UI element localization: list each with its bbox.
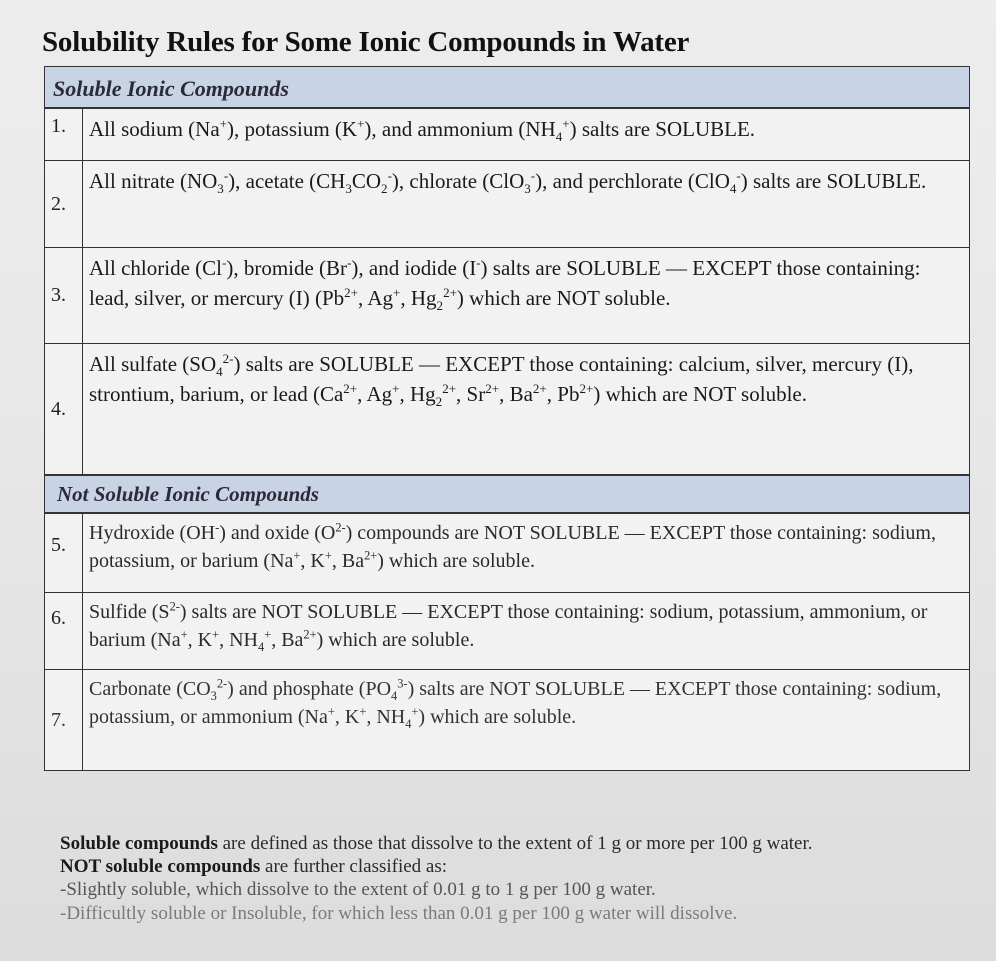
- superscript: +: [293, 547, 301, 562]
- superscript: -: [387, 168, 392, 183]
- subscript: 3: [524, 181, 531, 197]
- superscript: 3-: [397, 676, 408, 691]
- footnotes: [60, 832, 996, 925]
- footnote-insoluble: -Difficultly soluble or Insoluble, for which less than 0.01 g per 100 g water will dissolve.: [60, 902, 738, 924]
- superscript: 2-: [222, 351, 234, 366]
- superscript: 2+: [532, 380, 547, 396]
- soluble-section-header: Soluble Ionic Compounds: [45, 67, 969, 109]
- superscript: 2-: [335, 520, 346, 535]
- superscript: 2+: [343, 380, 358, 396]
- footnote-slightly-soluble: -Slightly soluble, which dissolve to the extent of 0.01 g to 1 g per 100 g water.: [60, 879, 656, 901]
- rule-row-2: [45, 161, 969, 248]
- rule-text: All sodium (Na+), potassium (K+), and ammonium $(NH_4^+)$ salts are SOLUBLE.: [89, 116, 756, 145]
- superscript: 2+: [443, 284, 457, 300]
- rule-row-6: [45, 593, 969, 670]
- rule-text: Carbonate $(CO_3^{2-})$ and phosphate $(PO_4^{3-})$ salts are NOT SOLUBLE — EXCEPT those containing: sodium, potassium, or ammonium (Na+, K+, $NH_4^+$) which are soluble.: [89, 676, 942, 731]
- superscript: +: [411, 703, 419, 718]
- rule-row-4: [45, 344, 969, 476]
- footnote-not-soluble-definition: [60, 855, 996, 878]
- rule-row-1: [45, 109, 969, 161]
- superscript: -: [476, 255, 481, 270]
- subscript: 4: [216, 364, 223, 380]
- superscript: 2+: [344, 284, 359, 300]
- superscript: -: [736, 168, 741, 183]
- rule-text: All sulfate $(SO_4^{2-})$ salts are SOLUBLE — EXCEPT those containing: calcium, silver, mercury (I), strontium, barium, or lead ($Ca^{2+}$, Ag+, $Hg_2^{2+}$, $Sr^{2+}$, $Ba^{2+}$, $Pb^{2+}$) which are NOT soluble.: [89, 351, 914, 409]
- rule-number: 4.: [45, 344, 83, 474]
- footnote-text: are further classified as:: [260, 856, 448, 878]
- page-title: Solubility Rules for Some Ionic Compounds in Water: [42, 26, 690, 58]
- superscript: +: [393, 284, 401, 300]
- superscript: +: [264, 626, 272, 641]
- rule-text: All nitrate $(NO_3^-)$, acetate $(CH_3CO_2^-)$, chlorate (ClO$_3$-), and perchlorate (ClO$_4$-) salts are SOLUBLE.: [89, 168, 927, 197]
- subscript: 2: [435, 394, 443, 409]
- rule-text: Hydroxide (OH-) and oxide $(O^{2-})$ compounds are NOT SOLUBLE — EXCEPT those containing: sodium, potassium, or barium (Na+, K+, $Ba^{2+}$) which are soluble.: [89, 520, 936, 572]
- superscript: 2+: [303, 626, 317, 641]
- superscript: 2+: [442, 380, 457, 396]
- superscript: +: [392, 380, 400, 396]
- rule-number: 3.: [45, 248, 83, 343]
- not-soluble-section-header: Not Soluble Ionic Compounds: [45, 476, 969, 514]
- superscript: +: [180, 626, 188, 641]
- subscript: 4: [391, 689, 398, 703]
- rule-number: 2.: [45, 161, 83, 247]
- footnote-bold-term: Soluble compounds: [60, 833, 218, 854]
- superscript: 2+: [364, 547, 378, 562]
- superscript: +: [219, 116, 227, 131]
- superscript: 2+: [579, 380, 594, 396]
- rule-row-3: [45, 248, 969, 344]
- superscript: 2-: [169, 599, 180, 614]
- subscript: 4: [405, 716, 412, 731]
- rule-text: Sulfide $(S^{2-})$ salts are NOT SOLUBLE — EXCEPT those containing: sodium, potassium, ammonium, or barium (Na+, K+, $NH_4^+$, $Ba^{2+}$) which are soluble.: [89, 599, 928, 654]
- superscript: -: [223, 168, 229, 183]
- solubility-table: [44, 66, 970, 771]
- rule-number: 5.: [45, 514, 83, 592]
- superscript: +: [562, 116, 570, 131]
- superscript: 2+: [485, 380, 500, 396]
- superscript: -: [530, 168, 536, 183]
- footnote-text: are defined as those that dissolve to the extent of 1 g or more per 100 g water.: [217, 833, 813, 854]
- superscript: +: [359, 703, 367, 718]
- rule-number: 7.: [45, 670, 83, 770]
- rule-text: All chloride (Cl-), bromide (Br-), and iodide (I-) salts are SOLUBLE — EXCEPT those containing: lead, silver, or mercury (I) ($Pb^{2+}$, Ag+, $Hg_2^{2+}$) which are NOT soluble.: [89, 255, 921, 313]
- superscript: +: [357, 116, 365, 131]
- footnote-bold-term: NOT soluble compounds: [60, 856, 261, 878]
- superscript: -: [221, 255, 227, 270]
- rule-row-5: [45, 514, 969, 593]
- footnote-soluble-definition: [60, 832, 996, 855]
- subscript: 3: [210, 689, 217, 703]
- subscript: 4: [729, 181, 737, 197]
- rule-row-7: [45, 670, 969, 771]
- superscript: -: [215, 520, 220, 535]
- subscript: 2: [381, 181, 388, 197]
- subscript: 3: [217, 181, 224, 197]
- subscript: 4: [555, 129, 563, 145]
- superscript: +: [327, 703, 335, 718]
- subscript: 2: [436, 298, 444, 313]
- rule-number: 1.: [45, 109, 83, 160]
- subscript: 4: [257, 639, 265, 654]
- superscript: -: [347, 255, 352, 270]
- superscript: +: [324, 547, 332, 562]
- rule-number: 6.: [45, 593, 83, 669]
- subscript: 3: [345, 181, 352, 197]
- superscript: +: [212, 626, 220, 641]
- superscript: 2-: [216, 676, 228, 691]
